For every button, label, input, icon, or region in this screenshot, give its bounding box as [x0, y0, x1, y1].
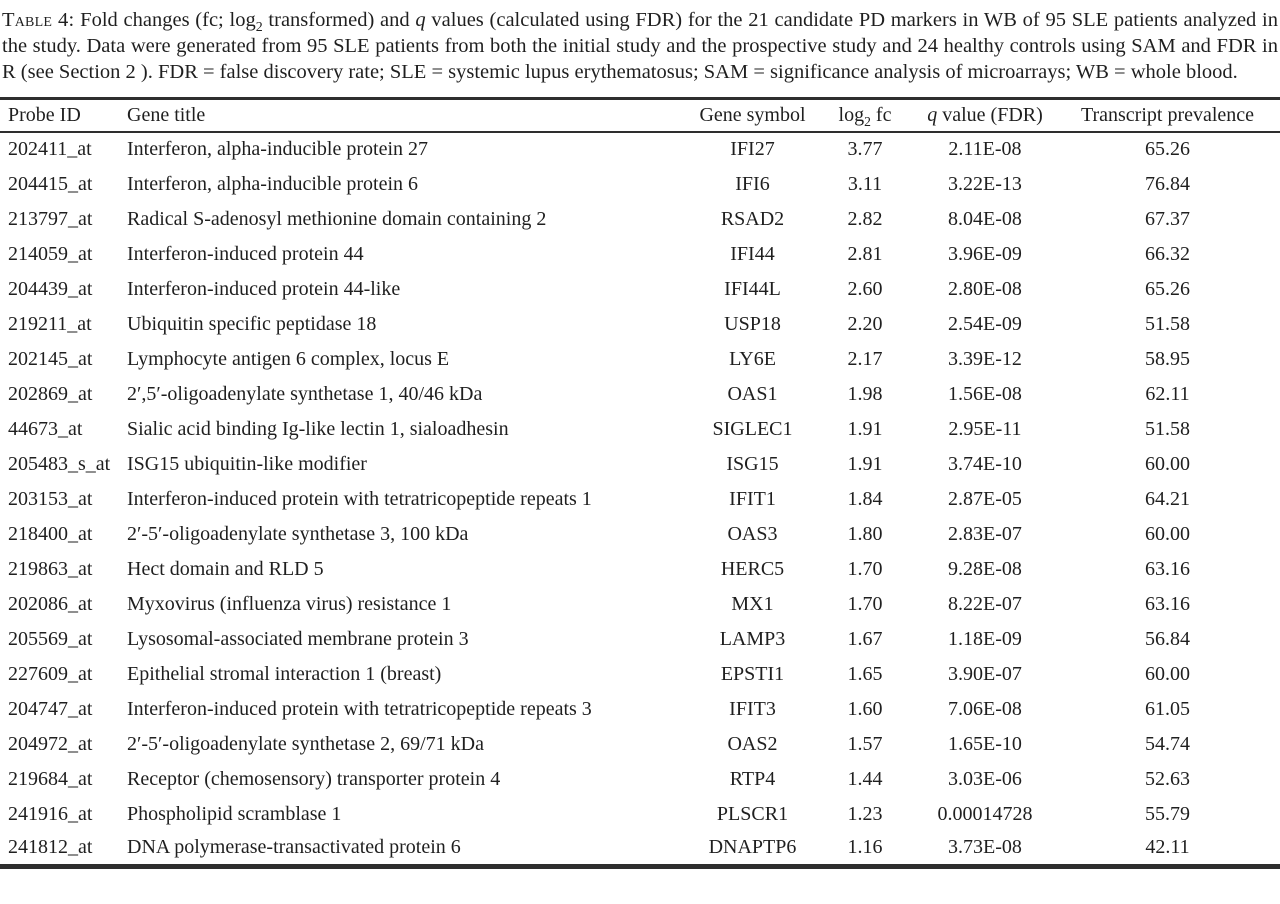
cell-gene_title: 2′-5′-oligoadenylate synthetase 2, 69/71 kDa	[127, 732, 484, 755]
cell-transcript_prevalence: 51.58	[1145, 312, 1190, 335]
cell-gene_symbol: HERC5	[720, 557, 785, 580]
cell-q_value_fdr: 8.04E-08	[948, 207, 1022, 230]
cell-q_value_fdr: 8.22E-07	[948, 592, 1022, 615]
cell-log2_fc: 1.23	[847, 802, 883, 825]
cell-q_value_fdr: 3.90E-07	[948, 662, 1022, 685]
cell-probe_id: 214059_at	[8, 242, 93, 265]
cell-gene_symbol: IFIT3	[729, 697, 776, 720]
cell-gene_title: Hect domain and RLD 5	[127, 557, 324, 580]
cell-transcript_prevalence: 60.00	[1145, 522, 1190, 545]
cell-probe_id: 202411_at	[8, 138, 92, 160]
cell-probe_id: 203153_at	[8, 487, 93, 510]
cell-q_value_fdr: 2.87E-05	[948, 487, 1022, 510]
table-row	[0, 482, 1280, 517]
cell-gene_symbol: IFI44	[730, 242, 775, 265]
table-row	[0, 587, 1280, 622]
cell-gene_symbol: EPSTI1	[720, 662, 785, 685]
cell-log2_fc: 1.60	[847, 697, 883, 720]
cell-log2_fc: 1.70	[847, 592, 883, 615]
cell-transcript_prevalence: 65.26	[1145, 277, 1190, 300]
table-row	[0, 447, 1280, 482]
cell-probe_id: 241812_at	[8, 836, 93, 859]
cell-gene_symbol: USP18	[724, 312, 781, 335]
cell-log2_fc: 1.65	[847, 662, 883, 685]
cell-q_value_fdr: 2.11E-08	[948, 138, 1022, 160]
cell-gene_title: Lysosomal-associated membrane protein 3	[127, 627, 469, 650]
column-header-gene_title: Gene title	[127, 103, 206, 126]
cell-gene_symbol: MX1	[731, 592, 774, 615]
cell-transcript_prevalence: 63.16	[1145, 557, 1190, 580]
cell-q_value_fdr: 3.96E-09	[948, 242, 1022, 265]
cell-q_value_fdr: 2.80E-08	[948, 277, 1022, 300]
table-row	[0, 762, 1280, 797]
cell-probe_id: 205569_at	[8, 627, 93, 650]
cell-gene_title: Interferon-induced protein with tetratricopeptide repeats 1	[127, 487, 592, 510]
cell-q_value_fdr: 1.56E-08	[948, 382, 1022, 405]
cell-log2_fc: 1.98	[847, 382, 883, 405]
table-row	[0, 237, 1280, 272]
column-header-probe_id: Probe ID	[8, 103, 81, 126]
column-header-q_value_fdr: q value (FDR)	[927, 103, 1043, 126]
cell-q_value_fdr: 3.22E-13	[948, 172, 1022, 195]
cell-gene_symbol: RSAD2	[720, 207, 785, 230]
cell-probe_id: 202869_at	[8, 382, 93, 405]
cell-log2_fc: 2.81	[847, 242, 883, 265]
cell-transcript_prevalence: 61.05	[1145, 697, 1190, 720]
cell-transcript_prevalence: 52.63	[1145, 767, 1190, 790]
cell-gene_symbol: IFI44L	[724, 277, 781, 300]
table-row	[0, 727, 1280, 762]
table-row	[0, 657, 1280, 692]
table-row	[0, 412, 1280, 447]
table-header	[0, 99, 1280, 132]
table-body	[0, 132, 1280, 867]
cell-log2_fc: 1.91	[847, 417, 883, 440]
cell-gene_title: Phospholipid scramblase 1	[127, 802, 342, 825]
cell-gene_title: Sialic acid binding Ig-like lectin 1, sialoadhesin	[127, 417, 509, 440]
cell-q_value_fdr: 0.00014728	[937, 802, 1033, 825]
cell-log2_fc: 1.84	[847, 487, 883, 510]
cell-gene_symbol: LAMP3	[719, 627, 786, 650]
cell-transcript_prevalence: 65.26	[1145, 138, 1190, 160]
cell-log2_fc: 1.91	[847, 452, 883, 475]
column-header-gene_symbol: Gene symbol	[699, 103, 806, 126]
cell-gene_title: Interferon-induced protein with tetratricopeptide repeats 3	[127, 697, 592, 720]
cell-log2_fc: 1.44	[847, 767, 883, 790]
cell-probe_id: 227609_at	[8, 662, 93, 685]
cell-gene_title: Myxovirus (influenza virus) resistance 1	[127, 592, 452, 615]
table-row	[0, 692, 1280, 727]
cell-transcript_prevalence: 51.58	[1145, 417, 1190, 440]
cell-gene_title: 2′,5′-oligoadenylate synthetase 1, 40/46 kDa	[127, 382, 483, 405]
cell-gene_symbol: LY6E	[729, 347, 776, 370]
cell-gene_symbol: OAS2	[727, 732, 778, 755]
cell-gene_title: Interferon-induced protein 44-like	[127, 277, 401, 300]
cell-q_value_fdr: 2.83E-07	[948, 522, 1022, 545]
cell-q_value_fdr: 3.74E-10	[948, 452, 1022, 475]
cell-log2_fc: 1.67	[847, 627, 883, 650]
cell-probe_id: 205483_s_at	[8, 452, 111, 475]
cell-transcript_prevalence: 55.79	[1145, 802, 1190, 825]
cell-gene_title: Ubiquitin specific peptidase 18	[127, 312, 377, 335]
cell-log2_fc: 1.57	[847, 732, 883, 755]
cell-gene_title: DNA polymerase-transactivated protein 6	[127, 836, 461, 859]
table-row	[0, 517, 1280, 552]
cell-gene_symbol: DNAPTP6	[708, 836, 797, 859]
cell-log2_fc: 1.80	[847, 522, 883, 545]
cell-probe_id: 204747_at	[8, 697, 93, 720]
cell-log2_fc: 1.70	[847, 557, 883, 580]
cell-probe_id: 202145_at	[8, 347, 93, 370]
cell-probe_id: 204972_at	[8, 732, 93, 755]
cell-q_value_fdr: 7.06E-08	[948, 697, 1022, 720]
cell-gene_symbol: RTP4	[729, 767, 776, 790]
cell-transcript_prevalence: 42.11	[1145, 836, 1190, 859]
markers-table	[0, 97, 1280, 869]
cell-q_value_fdr: 3.03E-06	[948, 767, 1022, 790]
cell-gene_symbol: IFIT1	[729, 487, 776, 510]
table-row	[0, 622, 1280, 657]
cell-transcript_prevalence: 66.32	[1145, 242, 1190, 265]
cell-gene_title: Receptor (chemosensory) transporter protein 4	[127, 767, 501, 790]
cell-gene_title: Epithelial stromal interaction 1 (breast)	[127, 662, 442, 685]
cell-gene_symbol: ISG15	[726, 452, 779, 475]
cell-probe_id: 204439_at	[8, 277, 93, 300]
cell-transcript_prevalence: 54.74	[1145, 732, 1190, 755]
cell-gene_symbol: PLSCR1	[716, 802, 789, 825]
cell-probe_id: 219211_at	[8, 312, 92, 335]
table-row	[0, 132, 1280, 167]
cell-q_value_fdr: 3.73E-08	[948, 836, 1022, 859]
cell-transcript_prevalence: 62.11	[1145, 382, 1190, 405]
cell-transcript_prevalence: 60.00	[1145, 452, 1190, 475]
cell-q_value_fdr: 1.65E-10	[948, 732, 1022, 755]
cell-probe_id: 219684_at	[8, 767, 93, 790]
table-row	[0, 202, 1280, 237]
cell-q_value_fdr: 1.18E-09	[948, 627, 1022, 650]
table-row	[0, 832, 1280, 867]
cell-gene_symbol: IFI27	[730, 138, 775, 160]
cell-probe_id: 44673_at	[8, 417, 83, 440]
cell-q_value_fdr: 2.95E-11	[948, 417, 1022, 440]
cell-gene_symbol: IFI6	[735, 172, 770, 195]
cell-gene_symbol: SIGLEC1	[712, 417, 793, 440]
table-caption: Table 4: Fold changes (fc; $\log_2$ transformed) and q values (calculated using FDR) for the 21 candidate PD markers in WB of 95 SLE patients analyzed in the study. Data were generated from 95 SLE patients from both the initial study and the prospective study and 24 healthy controls using SAM and FDR in R (see Section 2 ). FDR = false discovery rate; SLE = systemic lupus erythematosus; SAM = significance analysis of microarrays; WB = whole blood.	[2, 9, 1278, 83]
table-row	[0, 342, 1280, 377]
table-row	[0, 167, 1280, 202]
cell-transcript_prevalence: 58.95	[1145, 347, 1190, 370]
cell-q_value_fdr: 3.39E-12	[948, 347, 1022, 370]
cell-gene_symbol: OAS3	[727, 522, 778, 545]
cell-gene_title: Interferon, alpha-inducible protein 6	[127, 172, 418, 195]
table-row	[0, 797, 1280, 832]
cell-transcript_prevalence: 64.21	[1145, 487, 1190, 510]
cell-log2_fc: 2.82	[847, 207, 883, 230]
column-header-log2_fc: $\log_2$ fc	[838, 103, 892, 129]
table-row	[0, 377, 1280, 412]
cell-log2_fc: 1.16	[847, 836, 883, 859]
cell-gene_title: Radical S-adenosyl methionine domain containing 2	[127, 207, 547, 230]
cell-transcript_prevalence: 76.84	[1145, 172, 1190, 195]
cell-transcript_prevalence: 56.84	[1145, 627, 1190, 650]
cell-log2_fc: 2.17	[847, 347, 883, 370]
cell-log2_fc: 2.20	[847, 312, 883, 335]
cell-gene_title: Interferon, alpha-inducible protein 27	[127, 138, 428, 160]
cell-gene_title: ISG15 ubiquitin-like modifier	[127, 452, 367, 475]
cell-log2_fc: 3.77	[847, 138, 883, 160]
cell-transcript_prevalence: 63.16	[1145, 592, 1190, 615]
cell-gene_title: 2′-5′-oligoadenylate synthetase 3, 100 kDa	[127, 522, 469, 545]
table-row	[0, 307, 1280, 342]
cell-gene_title: Lymphocyte antigen 6 complex, locus E	[127, 347, 450, 370]
cell-probe_id: 218400_at	[8, 522, 93, 545]
cell-log2_fc: 3.11	[847, 172, 883, 195]
cell-gene_symbol: OAS1	[727, 382, 778, 405]
cell-probe_id: 241916_at	[8, 802, 93, 825]
table-row	[0, 272, 1280, 307]
cell-probe_id: 213797_at	[8, 207, 93, 230]
column-header-transcript_prevalence: Transcript prevalence	[1080, 103, 1255, 126]
cell-probe_id: 204415_at	[8, 172, 93, 195]
table-header-row	[0, 99, 1280, 132]
cell-probe_id: 219863_at	[8, 557, 93, 580]
cell-q_value_fdr: 2.54E-09	[948, 312, 1022, 335]
cell-transcript_prevalence: 60.00	[1145, 662, 1190, 685]
table-row	[0, 552, 1280, 587]
cell-transcript_prevalence: 67.37	[1145, 207, 1190, 230]
cell-probe_id: 202086_at	[8, 592, 93, 615]
cell-gene_title: Interferon-induced protein 44	[127, 242, 364, 265]
cell-q_value_fdr: 9.28E-08	[948, 557, 1022, 580]
cell-log2_fc: 2.60	[847, 277, 883, 300]
